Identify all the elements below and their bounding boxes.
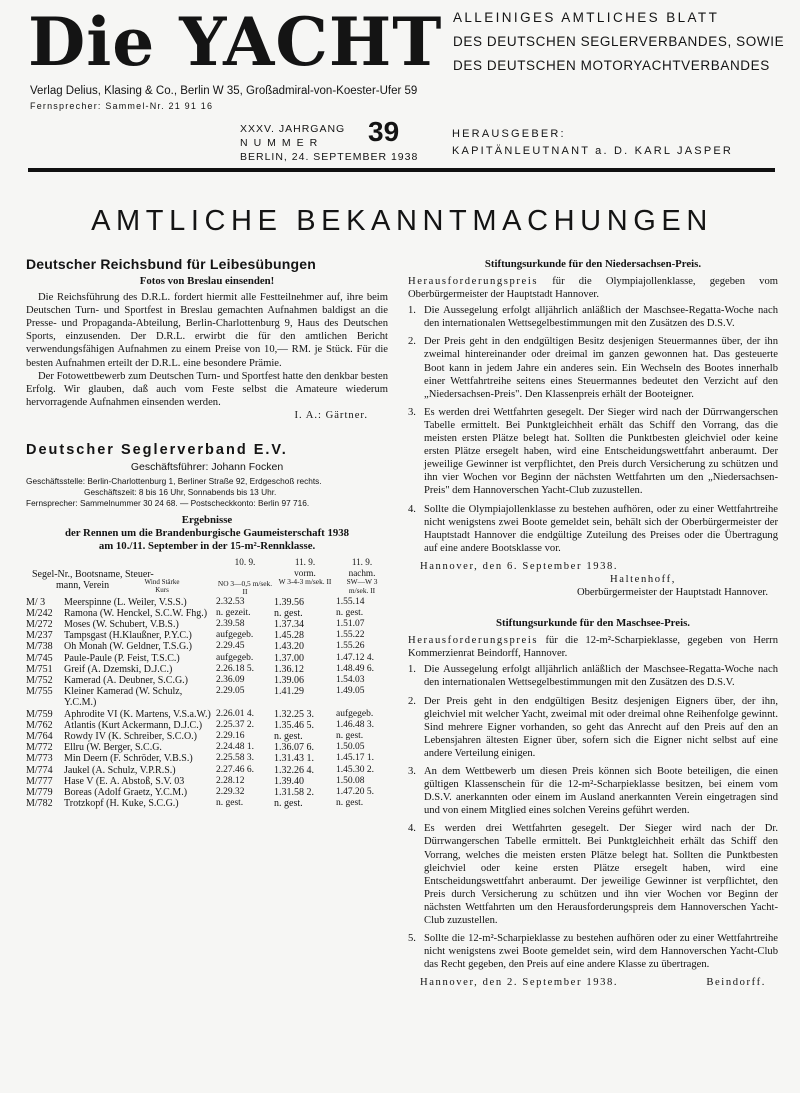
sail-number: M/779: [26, 787, 53, 799]
sail-number: M/782: [26, 798, 53, 810]
sail-number: M/752: [26, 675, 53, 687]
table-row: [26, 720, 388, 731]
race-2-time: 1.37.34: [274, 619, 304, 631]
item-number: 1.: [408, 305, 416, 317]
race-1-time: 2.26.01 4.: [216, 708, 254, 719]
masthead-rule: [28, 168, 775, 172]
intro-spaced: Herausforderungspreis: [408, 276, 539, 287]
signature: I. A.: Gärtner.: [294, 409, 368, 421]
item-text: An dem Wettbewerb um diesen Preis können sich Boote beteiligen, die einen gültigen Klassenschein für die 12-m²-Scharpieklasse besitzen, bei einem vom D.S.V. anerkannten oder einem im Ausland anerkannten Verein eingetragen sind und von einem Mitglied eines solchen Vereins geführt werden.: [424, 766, 778, 817]
hours-line: Geschäftszeit: 8 bis 16 Uhr, Sonnabends bis 13 Uhr.: [84, 487, 277, 498]
boat-entry: Moses (W. Schubert, V.B.S.): [64, 619, 179, 631]
race-1-time: 2.29.16: [216, 731, 245, 742]
race-2-time: 1.31.58 2.: [274, 787, 314, 799]
item-text: Der Preis geht in den endgültigen Besitz desjenigen Eigners über, der ihn, gleichviel mit welcher Yacht, zweimal mit oder dreimal ohne Reihenfolge gewinnt. Sind mehrere Eigner vorhanden, so geht das Anrecht auf den Preis auf den an Lebensjahren ältesten Eigner über, sofern sich die Eigner nicht selbst auf eine andere Verteilung einigen.: [424, 695, 778, 759]
table-row: [26, 798, 388, 809]
race-2-time: 1.41.29: [274, 686, 304, 698]
section-subheading: Fotos von Breslau einsenden!: [139, 275, 275, 288]
race-2-time: 1.36.12: [274, 663, 304, 675]
left-column: [26, 258, 388, 809]
race-3-time: 1.47.20 5.: [336, 787, 374, 798]
rules-list: [408, 304, 778, 555]
entry-cell: [26, 608, 216, 619]
section-heading: Stiftungsurkunde für den Niedersachsen-Preis.: [484, 258, 702, 270]
race-3-time: n. gest.: [336, 607, 364, 618]
results-subtitle: am 10./11. September in der 15-m²-Rennklasse.: [98, 540, 316, 553]
intro-rest: für die Olympiajollenklasse, gegeben vom Oberbürgermeister der Hauptstadt Hannover.: [408, 276, 778, 301]
race-3-time: 1.55.14: [336, 596, 365, 607]
race-session: nachm.: [348, 567, 376, 578]
volume: XXXV. JAHRGANG: [240, 123, 346, 135]
race-header-1: [216, 557, 274, 596]
race-3-time: 1.49.05: [336, 686, 365, 697]
sail-number: M/774: [26, 764, 53, 776]
item-number: 5.: [408, 933, 416, 945]
office-line: Geschäftsstelle: Berlin-Charlottenburg 1, Berliner Straße 92, Erdgeschoß rechts.: [26, 476, 322, 487]
item-number: 1.: [408, 664, 416, 676]
item-number: 2.: [408, 695, 416, 707]
issue-date: BERLIN, 24. SEPTEMBER 1938: [240, 151, 419, 163]
paragraph: Der Fotowettbewerb zum Deutschen Turn- und Sportfest hatte den denkbar besten Erfolg. Wir glauben, daß auch vom Feste selbst die Amateure wiederum hervorragende Aufnahmen einsenden werden.: [26, 370, 388, 408]
boat-entry: Kleiner Kamerad (W. Schulz, Y.C.M.): [64, 686, 183, 709]
race-day: 11. 9.: [351, 557, 373, 568]
race-3-time: 1.54.03: [336, 675, 365, 686]
rules-list: [408, 663, 778, 971]
boat-entry: Tampsgast (H.Klaußner, P.Y.C.): [64, 630, 192, 642]
race-2-time: 1.39.56: [274, 596, 304, 608]
entry-cell: [26, 709, 216, 720]
race-session: vorm.: [294, 567, 316, 578]
section-heading: Stiftungsurkunde für den Maschsee-Preis.: [496, 617, 690, 630]
results-table: [26, 557, 388, 809]
boat-entry: Ellru (W. Berger, S.C.G.: [64, 742, 162, 754]
intro-paragraph: [408, 634, 778, 660]
item-text: Es werden drei Wettfahrten gesegelt. Der Sieger wird nach der Dürrwangerschen Tabelle ermittelt. Bei Punktgleichheit erhält das Schiff den Vorrang, das die meisten ersten Plätze belegt hat. Sollten die Punktbesten gleichviel oder keine ersten Plätze ersegelt haben, wird eine Entscheidungswettfahrt anberaumt. Der jeweilige Gewinner ist verpflichtet, den Preis durch Versicherung zu schützen und ihn vier Wochen vor Beginn der nächsten Wettfahrten um den „Niedersachsen-Preis" dem Hannoverschen Yacht-Club zuzustellen.: [424, 406, 778, 497]
race-2-time: 1.31.43 1.: [274, 753, 314, 765]
sail-number: M/759: [26, 708, 53, 720]
entry-cell: [26, 653, 216, 664]
section-heading: Deutscher Reichsbund für Leibesübungen: [26, 256, 316, 272]
race-3-time: 1.46.48 3.: [336, 719, 374, 730]
race-2-time: 1.32.26 4.: [274, 764, 314, 776]
entry-header-line: Segel-Nr., Bootsname, Steuer-: [32, 569, 154, 581]
publisher-line: Verlag Delius, Klasing & Co., Berlin W 35, Großadmiral-von-Koester-Ufer 59: [30, 85, 418, 97]
wind-header: Wind Stärke Kurs: [144, 578, 180, 595]
entry-cell: [26, 686, 216, 708]
race-3-time: aufgegeb.: [336, 708, 374, 719]
dsv-section: [26, 444, 388, 809]
boat-entry: Atlantis (Kurt Ackermann, D.J.C.): [64, 719, 203, 731]
item-text: Der Preis geht in den endgültigen Besitz desjenigen Steuermannes über, der ihn zweimal hintereinander oder dreimal im ganzen gewonnen hat. Das gesteuerte Boot kann in jedem Jahre ein anderes sein. Ein Wechseln des Bootes innerhalb einer Wettfahrtreihe seitens eines Steuermannes bedeutet den Verzicht auf den „Niedersachsen-Preis". Den Klassenpreis erhält der Booteigner.: [424, 336, 778, 400]
race-2-time: n. gest.: [274, 731, 303, 743]
results-title: Ergebnisse: [181, 514, 233, 527]
race-1-time: aufgegeb.: [216, 630, 254, 641]
masthead-title: Die YACHT: [28, 3, 443, 81]
boat-entry: Trotzkopf (H. Kuke, S.C.G.): [64, 798, 179, 810]
race-1-time: 2.29.45: [216, 641, 245, 652]
race-2-time: 1.39.40: [274, 775, 304, 787]
race-3-time: 1.55.22: [336, 630, 365, 641]
sail-number: M/764: [26, 731, 53, 743]
entry-cell: [26, 720, 216, 731]
table-row: [26, 776, 388, 787]
editor-label: HERAUSGEBER:: [452, 128, 566, 140]
boat-entry: Greif (A. Dzemski, D.J.C.): [64, 663, 173, 675]
paragraph: Die Reichsführung des D.R.L. fordert hiermit alle Festteilnehmer auf, ihre beim Deutschen Turn- und Sportfest in Breslau gemachten Aufnahmen baldigst an die Presse- und Propaganda-Abteilung, Berlin-Charlottenburg 9, Haus des Deutschen Sports, einzusenden. Der D.R.L. erwirbt die für den amtlichen Bericht verwendungsfähigen Aufnahmen zu einem Preise von 10,— RM. je Stück. Für die besten Aufnahmen erteilt der D.R.L. eine besondere Prämie.: [26, 292, 388, 369]
item-number: 4.: [408, 823, 416, 835]
item-text: Die Aussegelung erfolgt alljährlich anläßlich der Maschsee-Regatta-Woche nach den internationalen Wettsegelbestimmungen mit den Zusätzen des D.S.V.: [424, 305, 778, 330]
niedersachsen-section: [408, 258, 778, 599]
boat-entry: Jaukel (A. Schulz, V.P.R.S.): [64, 764, 176, 776]
race-1-time: n. gezeit.: [216, 607, 251, 618]
entry-header-text: mann, Verein: [56, 580, 110, 592]
boat-entry: Oh Monah (W. Geldner, T.S.G.): [64, 641, 193, 653]
boat-entry: Boreas (Adolf Graetz, Y.C.M.): [64, 787, 188, 799]
race-header-3: [336, 557, 388, 596]
race-3-time: 1.47.12 4.: [336, 652, 374, 663]
boat-entry: Ramona (W. Henckel, S.C.W. Fhg.): [64, 607, 208, 619]
race-1-time: 2.25.58 3.: [216, 753, 254, 764]
race-header-2: [274, 557, 336, 596]
sail-number: M/762: [26, 719, 53, 731]
race-2-time: 1.45.28: [274, 630, 304, 642]
table-row: [26, 787, 388, 798]
sail-number: M/738: [26, 641, 53, 653]
intro-paragraph: [408, 275, 778, 301]
list-item: [408, 406, 778, 498]
race-1-time: 2.36.09: [216, 675, 245, 686]
table-row: [26, 597, 388, 608]
affiliation-line: DES DEUTSCHEN SEGLERVERBANDES, SOWIE: [453, 34, 785, 49]
intro-spaced: Herausforderungspreis: [408, 635, 539, 647]
editor-info: [452, 126, 733, 160]
race-1-time: 2.39.58: [216, 619, 245, 630]
entry-cell: [26, 798, 216, 809]
entry-cell: [26, 742, 216, 753]
race-2-time: n. gest.: [274, 607, 303, 619]
entry-cell: [26, 664, 216, 675]
item-number: 4.: [408, 503, 416, 515]
reichsbund-section: [26, 258, 388, 422]
boat-entry: Min Deern (F. Schröder, V.B.S.): [64, 753, 193, 765]
race-3-time: n. gest.: [336, 731, 364, 742]
table-row: [26, 653, 388, 664]
list-item: [408, 822, 778, 927]
race-2-time: 1.36.07 6.: [274, 742, 314, 754]
place-date: Hannover, den 2. September 1938.: [420, 977, 619, 989]
sail-number: M/777: [26, 775, 53, 787]
editor-name: KAPITÄNLEUTNANT a. D. KARL JASPER: [452, 145, 734, 157]
list-item: [408, 503, 778, 555]
race-1-time: 2.32.53: [216, 596, 245, 607]
table-row: [26, 664, 388, 675]
entry-cell: [26, 630, 216, 641]
race-1-time: 2.29.05: [216, 686, 245, 697]
issue-number: 39: [368, 116, 400, 147]
place-date: Hannover, den 6. September 1938.: [420, 560, 619, 572]
race-3-time: 1.55.26: [336, 641, 365, 652]
entry-cell: [26, 765, 216, 776]
manager-line: Geschäftsführer: Johann Focken: [130, 461, 284, 474]
race-2-time: n. gest.: [274, 798, 303, 810]
table-row: [26, 630, 388, 641]
item-number: 3.: [408, 766, 416, 777]
race-2-time: 1.35.46 5.: [274, 719, 314, 731]
race-3-time: 1.48.49 6.: [336, 663, 374, 674]
entry-cell: [26, 619, 216, 630]
number-label: NUMMER: [240, 137, 324, 149]
entry-cell: [26, 675, 216, 686]
sail-number: M/242: [26, 607, 53, 619]
item-number: 3.: [408, 406, 416, 418]
entry-header: [26, 557, 216, 596]
section-heading: Deutscher Seglerverband E.V.: [26, 442, 288, 459]
boat-entry: Rowdy IV (K. Schreiber, S.C.O.): [64, 731, 198, 743]
signer: Haltenhoff,: [610, 573, 676, 585]
signer: Beindorff.: [706, 977, 766, 989]
entry-cell: [26, 776, 216, 787]
boat-entry: Paule-Paule (P. Feist, T.S.C.): [64, 652, 180, 664]
race-3-time: n. gest.: [336, 798, 364, 809]
item-number: 2.: [408, 336, 416, 348]
race-1-time: n. gest.: [216, 798, 244, 809]
table-row: [26, 709, 388, 720]
race-1-time: 2.29.32: [216, 787, 245, 798]
sail-number: M/745: [26, 652, 53, 664]
race-wind: SW—W 3 m/sek. II: [346, 577, 378, 595]
entry-cell: [26, 597, 216, 608]
table-row: [26, 753, 388, 764]
intro-rest: für die 12-m²-Scharpieklasse, gegeben von Herrn Kommerzienrat Beindorff, Hannover.: [408, 635, 778, 660]
table-row: [26, 608, 388, 619]
boat-entry: Aphrodite VI (K. Martens, V.S.a.W.): [64, 708, 211, 720]
contact-line: Fernsprecher: Sammelnummer 30 24 68. — Postscheckkonto: Berlin 97 716.: [26, 498, 310, 509]
race-day: 10. 9.: [234, 557, 256, 568]
item-text: Es werden drei Wettfahrten gesegelt. Der Sieger wird nach der Dr. Dürrwangerschen Tabelle ermittelt. Bei Punktgleichheit erhält das Schiff den Vorrang, welches die meisten ersten Plätze belegt hat. Sollten die Punktbesten gleichviel oder keine ersten Plätze ersegelt haben, wird eine Entscheidungswettfahrt anberaumt. Der jeweilige Gewinner ist verpflichtet, den Preis durch Versicherung zu schützen und ihn vier Wochen vor Beginn der nächsten Wettfahrten um den Herausforderungspreis dem Hannoverschen Yacht-Club zuzustellen.: [424, 823, 778, 927]
table-row: [26, 765, 388, 776]
closing-line: [408, 976, 778, 989]
race-3-time: 1.50.05: [336, 742, 365, 753]
boat-entry: Hase V (E. A. Abstoß, S.V. 03: [64, 775, 185, 787]
race-2-time: 1.43.20: [274, 641, 304, 653]
sail-number: M/237: [26, 630, 53, 642]
entry-cell: [26, 787, 216, 798]
entry-cell: [26, 753, 216, 764]
entry-header-line: [26, 578, 216, 595]
item-text: Sollte die 12-m²-Scharpieklasse zu bestehen aufhören oder zu einer Wettfahrtreihe nicht wenigstens zwei Boote gemeldet sein, wird dem Hannoverschen Yacht-Club das Recht gegeben, den Preis auf eine andere Klasse zu übertragen.: [424, 933, 778, 971]
race-1-time: 2.28.12: [216, 775, 245, 786]
table-row: [26, 731, 388, 742]
list-item: [408, 765, 778, 817]
right-column: [408, 258, 778, 990]
sail-number: M/755: [26, 686, 53, 698]
race-wind: NO 3—0,5 m/sek. II: [217, 578, 273, 597]
race-1-time: 2.27.46 6.: [216, 764, 254, 775]
table-row: [26, 686, 388, 708]
results-subtitle: der Rennen um die Brandenburgische Gaumeisterschaft 1938: [64, 527, 350, 540]
entry-cell: [26, 731, 216, 742]
list-item: [408, 663, 778, 689]
sail-number: M/272: [26, 619, 53, 631]
table-header: [26, 557, 388, 596]
sail-number: M/773: [26, 753, 53, 765]
race-3-time: 1.45.17 1.: [336, 753, 374, 764]
boat-entry: Meerspinne (L. Weiler, V.S.S.): [64, 596, 187, 608]
item-text: Sollte die Olympiajollenklasse zu bestehen aufhören, oder zu einer Wettfahrtreihe nicht wenigstens zwei Boote gemeldet sein, behält sich der Oberbürgermeister der Hauptstadt Hannover die endgültige Zuteilung des Preises oder die Übertragung auf eine andere Bootsklasse vor.: [424, 503, 778, 554]
table-row: [26, 619, 388, 630]
affiliation-line: ALLEINIGES AMTLICHES BLATT: [453, 10, 720, 25]
race-2-time: 1.39.06: [274, 675, 304, 687]
list-item: [408, 304, 778, 330]
race-3-time: 1.45.30 2.: [336, 764, 374, 775]
race-1-time: 2.25.37 2.: [216, 719, 254, 730]
race-day: 11. 9.: [294, 557, 316, 568]
entry-cell: [26, 641, 216, 652]
results-body: [26, 597, 388, 810]
item-text: Die Aussegelung erfolgt alljährlich anläßlich der Maschsee-Regatta-Woche nach den internationalen Wettsegelbestimmungen mit den Zusätzen des D.S.V.: [424, 664, 778, 689]
page-title: AMTLICHE BEKANNTMACHUNGEN: [91, 205, 713, 237]
boat-entry: Kamerad (A. Deubner, S.C.G.): [64, 675, 189, 687]
race-wind: W 3-4-3 m/sek. II: [278, 577, 332, 587]
list-item: [408, 695, 778, 760]
sail-number: M/751: [26, 663, 53, 675]
race-3-time: 1.50.08: [336, 775, 365, 786]
affiliation-line: DES DEUTSCHEN MOTORYACHTVERBANDES: [453, 58, 770, 73]
list-item: [408, 335, 778, 400]
race-2-time: 1.32.25 3.: [274, 708, 314, 720]
race-2-time: 1.37.00: [274, 652, 304, 664]
table-row: [26, 742, 388, 753]
race-1-time: 2.26.18 5.: [216, 663, 254, 674]
table-row: [26, 641, 388, 652]
list-item: [408, 932, 778, 971]
signer-title: Oberbürgermeister der Hauptstadt Hannover.: [576, 587, 768, 599]
sail-number: M/ 3: [26, 596, 46, 608]
race-1-time: aufgegeb.: [216, 652, 254, 663]
race-3-time: 1.51.07: [336, 619, 365, 630]
masthead-affiliation: [453, 6, 783, 78]
publisher-phone: Fernsprecher: Sammel-Nr. 21 91 16: [30, 101, 214, 111]
race-1-time: 2.24.48 1.: [216, 742, 254, 753]
table-row: [26, 675, 388, 686]
sail-number: M/772: [26, 742, 53, 754]
maschsee-section: [408, 617, 778, 989]
